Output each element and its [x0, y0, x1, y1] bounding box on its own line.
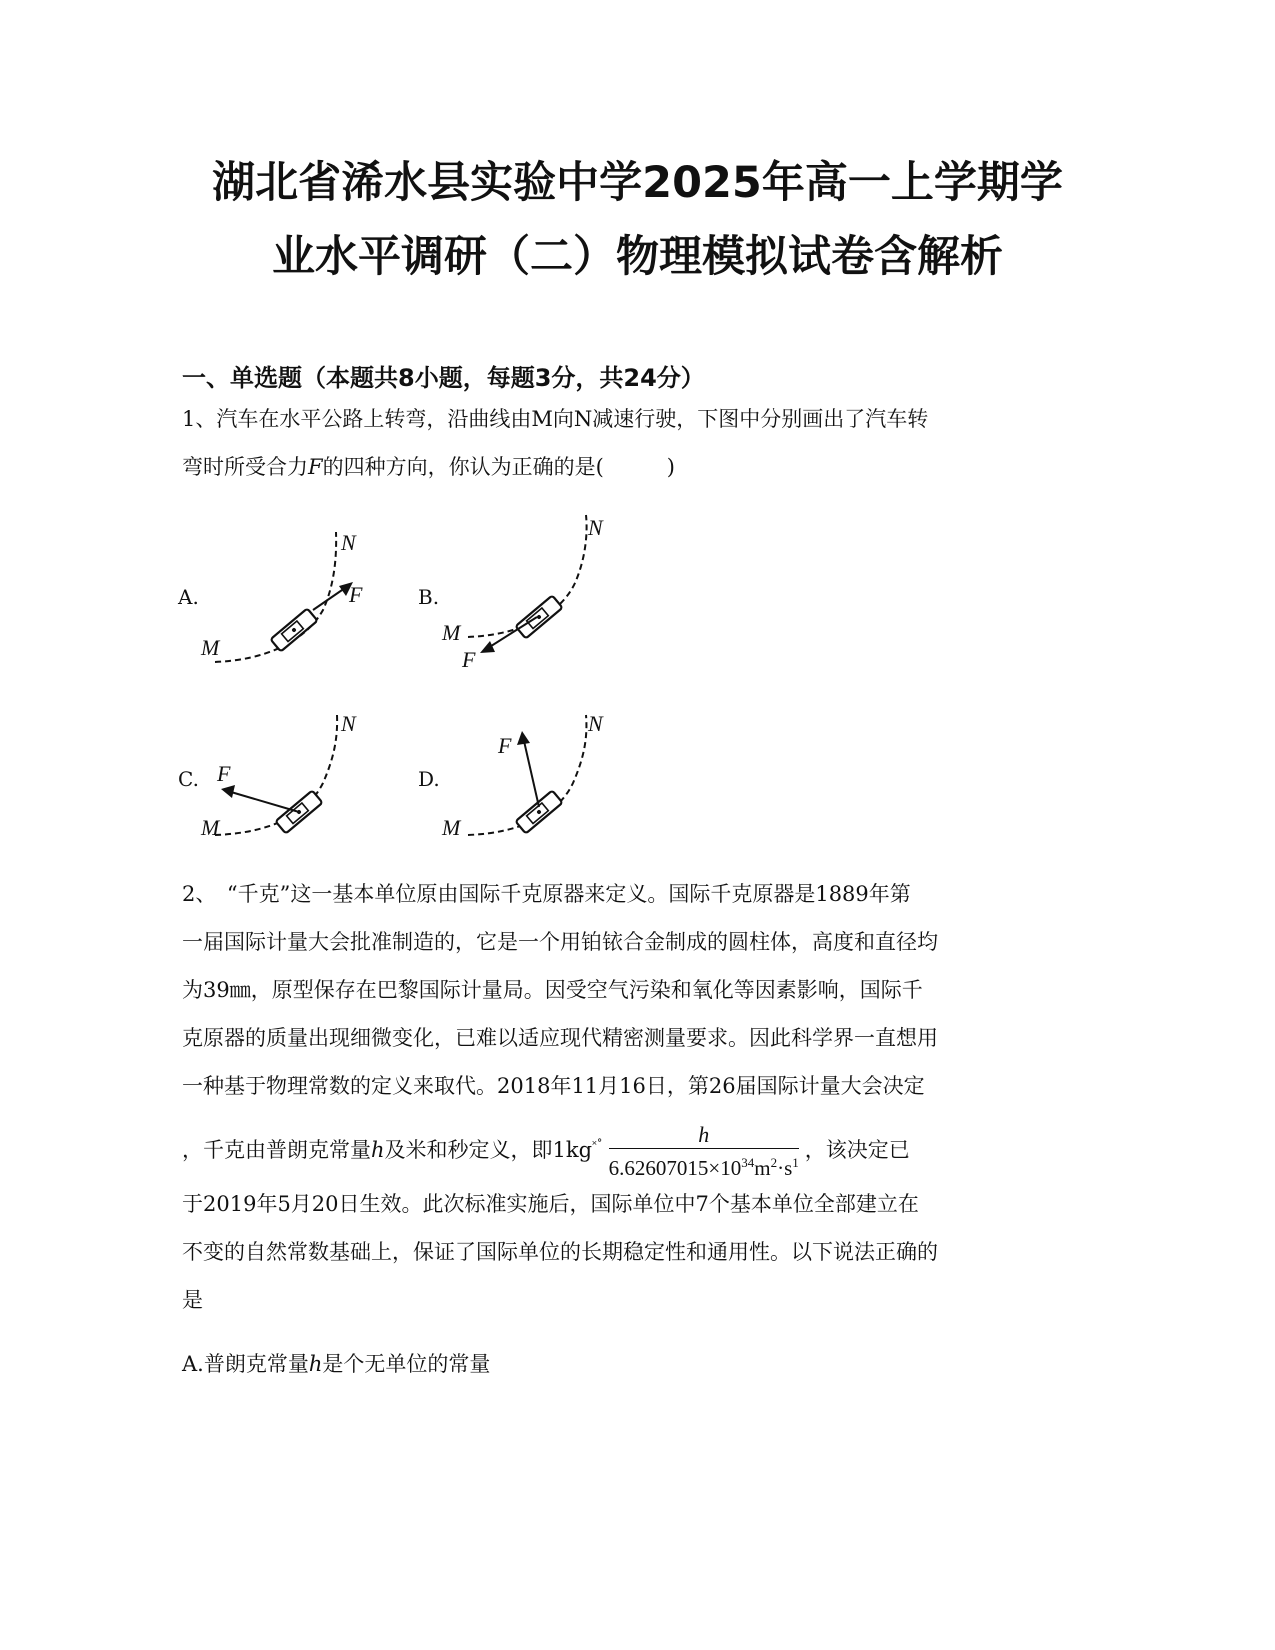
section-heading: 一、单选题（本题共8小题，每题3分，共24分） [182, 364, 705, 392]
car-icon [270, 608, 317, 651]
point-n-label: N [341, 711, 356, 736]
kilogram-definition-fraction [609, 1122, 799, 1182]
q2-line-6: ，千克由普朗克常量h及米和秒定义，即1kg˟˚ $\frac{h}{6.62607015\times 10^{34}m^2\cdot s^1}$ ，该决定已 [182, 1121, 910, 1180]
force-arrow [524, 741, 539, 807]
force-label: F [349, 582, 363, 607]
force-arrowhead [221, 785, 235, 798]
point-m-label: M [201, 815, 220, 840]
trajectory-curve [215, 715, 337, 835]
force-label: F [498, 733, 512, 758]
q1-option-c-label: C. [178, 767, 199, 791]
document-title [150, 146, 1125, 294]
force-label: F [462, 647, 476, 672]
title-line-1: 湖北省浠水县实验中学2025年高一上学期学 [212, 158, 1063, 208]
q2-line-3: 为39㎜，原型保存在巴黎国际计量局。因受空气污染和氧化等因素影响，国际千 [182, 978, 923, 1002]
point-m-label: M [442, 620, 461, 645]
force-arrowhead [517, 731, 530, 745]
fraction-numerator: h [609, 1122, 799, 1149]
q2-line-1: 2、 “千克”这一基本单位原由国际千克原器来定义。国际千克原器是1889年第 [182, 882, 911, 906]
q2-line-4: 克原器的质量出现细微变化，已难以适应现代精密测量要求。因此科学界一直想用 [182, 1026, 938, 1050]
point-n-label: N [588, 711, 603, 736]
title-line-2: 业水平调研（二）物理模拟试卷含解析 [272, 232, 1003, 282]
q1-option-b-diagram [440, 505, 670, 685]
point-n-label: N [588, 515, 603, 540]
q2-line-2: 一届国际计量大会批准制造的，它是一个用铂铱合金制成的圆柱体，高度和直径均 [182, 930, 938, 954]
planck-variable: h [371, 1138, 385, 1162]
q1-line-2: 弯时所受合力F的四种方向，你认为正确的是( ) [182, 455, 675, 479]
point-m-label: M [201, 635, 220, 660]
q1-option-d-label: D. [418, 767, 440, 791]
q1-option-c-diagram [195, 705, 425, 885]
q2-line-5: 一种基于物理常数的定义来取代。2018年11月16日，第26届国际计量大会决定 [182, 1074, 925, 1098]
point-m-label: M [442, 815, 461, 840]
question-1-stem [182, 395, 1052, 491]
force-label: F [217, 761, 231, 786]
q2-line-8: 不变的自然常数基础上，保证了国际单位的长期稳定性和通用性。以下说法正确的 [182, 1240, 938, 1264]
car-icon [515, 595, 562, 638]
q1-option-a-diagram [195, 520, 425, 700]
force-variable: F [308, 455, 323, 479]
fraction-denominator: $6.62607015\times 10^{34}m^2\cdot s^1$ [608, 1154, 799, 1180]
point-n-label: N [341, 530, 356, 555]
q2-line-9: 是 [182, 1288, 203, 1312]
q1-option-b-label: B. [418, 585, 440, 609]
force-arrow [231, 792, 299, 812]
question-2-stem [182, 870, 1052, 1324]
q2-line-7: 于2019年5月20日生效。此次标准实施后，国际单位中7个基本单位全部建立在 [182, 1192, 919, 1216]
car-icon [515, 790, 562, 833]
q2-option-a: A.普朗克常量h是个无单位的常量 [182, 1352, 491, 1376]
q1-line-1: 1、汽车在水平公路上转弯，沿曲线由M向N减速行驶，下图中分别画出了汽车转 [182, 407, 929, 431]
q1-option-d-diagram [440, 705, 670, 885]
planck-variable: h [308, 1352, 323, 1376]
q1-option-a-label: A. [178, 585, 199, 609]
force-arrowhead [480, 641, 495, 653]
